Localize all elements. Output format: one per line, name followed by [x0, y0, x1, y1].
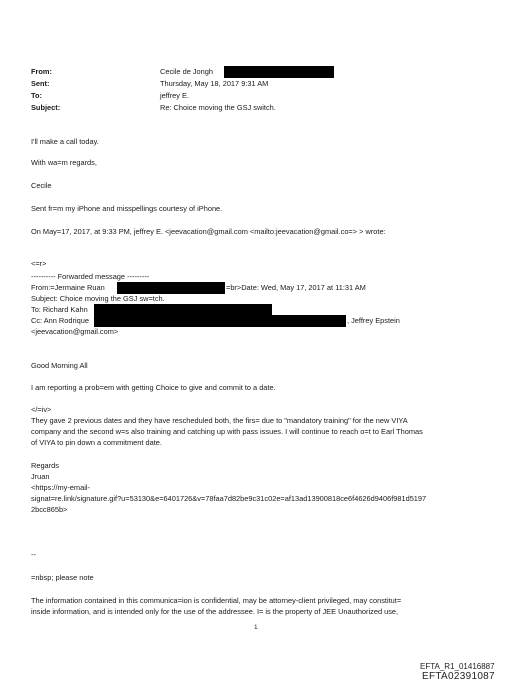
quote-header: On May=17, 2017, at 9:33 PM, jeffrey E. <jeevacation@gmail.com <mailto:jeevacation@gmail.co=> > wrote:	[31, 227, 386, 236]
subject-value: Re: Choice moving the GSJ switch.	[160, 103, 276, 112]
body-line: Jruan	[31, 472, 50, 481]
body-line: Sent fr=m my iPhone and misspellings courtesy of iPhone.	[31, 204, 223, 213]
body-line: Regards	[31, 461, 59, 470]
redaction-box	[117, 282, 225, 294]
forwarded-cc: Cc: Ann Rodrique	[31, 316, 89, 325]
body-line: With wa=m regards,	[31, 158, 97, 167]
body-line: I'll make a call today.	[31, 137, 99, 146]
subject-label: Subject:	[31, 103, 61, 112]
body-line: company and the second w=s also training and catching up with pass issues. I will continue to reach o=t to Earl Thomas	[31, 427, 423, 436]
redaction-box	[224, 66, 334, 78]
body-line: I am reporting a prob=em with getting Choice to give and commit to a date.	[31, 383, 276, 392]
separator: --	[31, 550, 36, 559]
signature-name: Cecile	[31, 181, 52, 190]
page-number: 1	[254, 624, 258, 631]
body-line: </=iv>	[31, 405, 52, 414]
forwarded-to: To: Richard Kahn	[31, 305, 88, 314]
body-line: Good Morning All	[31, 361, 88, 370]
forwarded-header: ---------- Forwarded message ---------	[31, 272, 150, 281]
sent-label: Sent:	[31, 79, 50, 88]
from-label: From:	[31, 67, 52, 76]
forwarded-from: From:=Jermaine Ruan	[31, 283, 105, 292]
forwarded-cc-cont: , Jeffrey Epstein	[347, 316, 400, 325]
body-line: =nbsp; please note	[31, 573, 94, 582]
disclaimer-line: The information contained in this communica=ion is confidential, may be attorney-client privileged, may constitut=	[31, 596, 402, 605]
redaction-box	[94, 315, 346, 327]
body-line: <https://my-email-	[31, 483, 90, 492]
bates-number: EFTA02391087	[422, 671, 495, 682]
to-value: jeffrey E.	[160, 91, 190, 100]
body-line: of VIYA to pin down a commitment date.	[31, 438, 162, 447]
forwarded-email: <jeevacation@gmail.com>	[31, 327, 119, 336]
to-label: To:	[31, 91, 42, 100]
signature-link: signat=re.link/signature.gif?u=53130&e=6401726&v=78faa7d82be9c31c02e=af13ad13900818ce6f4626d9406f981d5197	[31, 494, 427, 503]
body-line: <=r>	[31, 259, 47, 268]
sent-value: Thursday, May 18, 2017 9:31 AM	[160, 79, 269, 88]
forwarded-date: =br>Date: Wed, May 17, 2017 at 11:31 AM	[226, 283, 366, 292]
forwarded-subject: Subject: Choice moving the GSJ sw=tch.	[31, 294, 165, 303]
bates-number: EFTA_R1_01416887	[420, 662, 495, 671]
body-line: 2bcc865b>	[31, 505, 68, 514]
from-value: Cecile de Jongh	[160, 67, 214, 76]
disclaimer-line: inside information, and is intended only for the use of the addressee. I= is the property of JEE Unauthorized use,	[31, 607, 399, 616]
body-line: They gave 2 previous dates and they have rescheduled both, the firs= due to "mandatory training" for the new VIYA	[31, 416, 408, 425]
